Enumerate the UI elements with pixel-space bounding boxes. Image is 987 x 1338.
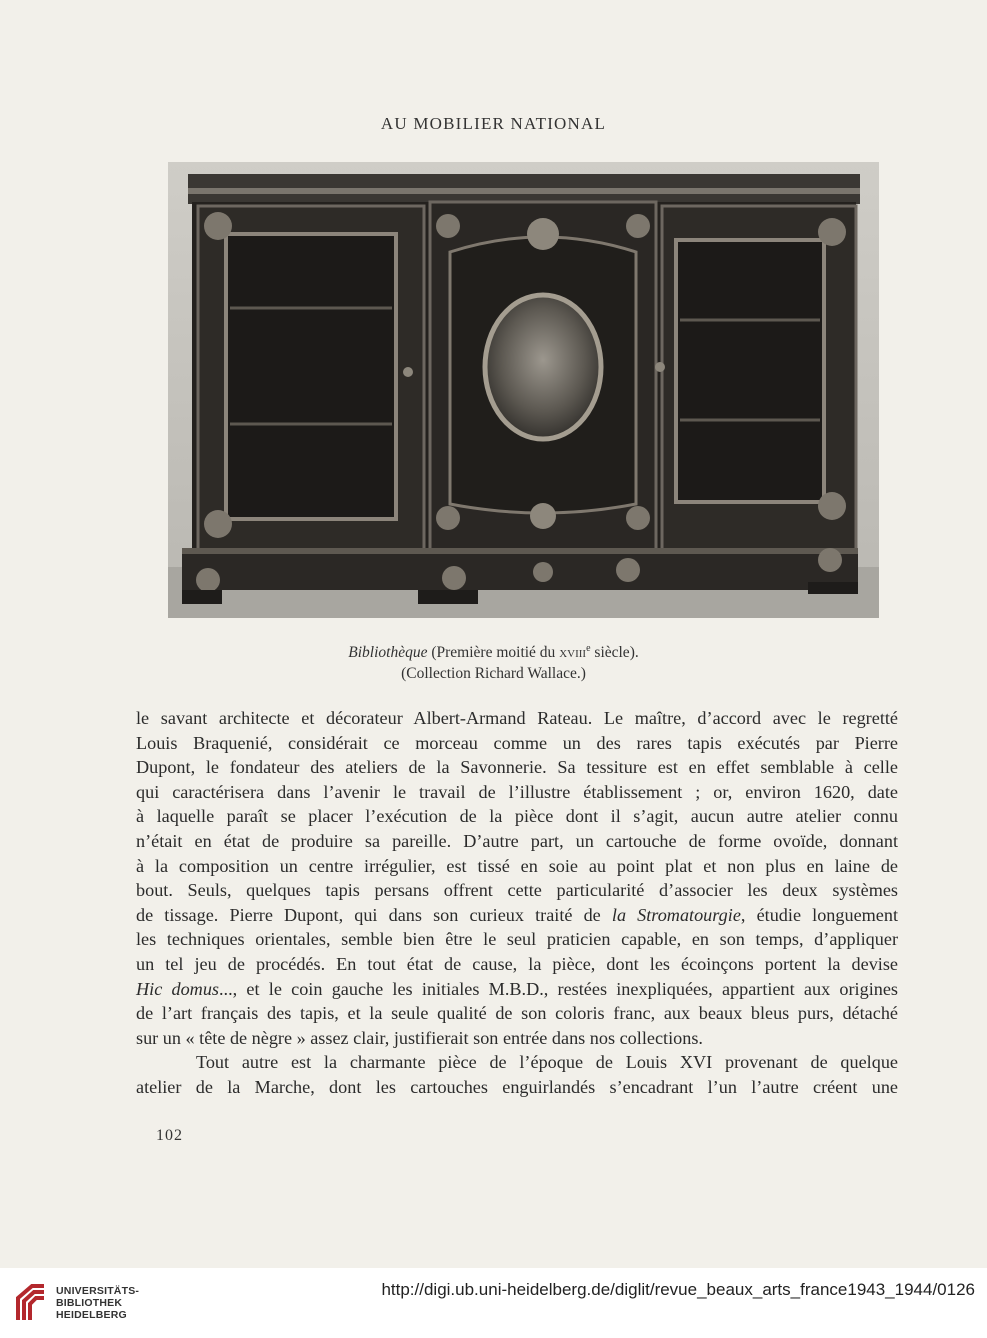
caption-century: xviii: [559, 644, 587, 662]
body-line: Dupont, le fondateur des ateliers de la Savonnerie. Sa tessiture est en effet semblable à celle: [136, 757, 898, 778]
body-text-run: ..., et le coin gauche les initiales M.B.D., restées inexpliquées, appartient aux origines: [219, 978, 898, 999]
body-line: les techniques orientales, semble bien être le seul praticien capable, en son temps, d’appliquer: [136, 929, 898, 950]
body-line: sur un « tête de nègre » assez clair, justifierait son entrée dans nos collections.: [136, 1027, 703, 1048]
body-italic-title: la Stromatourgie: [611, 904, 741, 925]
body-italic-motto: Hic domus: [136, 978, 219, 999]
body-line: [136, 903, 898, 928]
caption-line-1: [0, 638, 987, 663]
body-line: qui caractérisera dans l’avenir le travail de l’illustre établissement ; or, environ 1620, date: [136, 781, 898, 802]
body-text: [136, 706, 898, 1100]
university-library-logo-icon[interactable]: [14, 1282, 48, 1327]
body-text-run: , étudie longuement: [740, 904, 899, 925]
page-number: 102: [156, 1127, 183, 1144]
caption-century-sup: e: [586, 643, 591, 654]
caption-text: (Première moitié du: [427, 644, 560, 662]
body-line: à laquelle paraît se placer l’exécution de la pièce dont il s’agit, aucun autre atelier connu: [136, 806, 898, 827]
institution-line: UNIVERSITÄTS-: [56, 1285, 140, 1297]
body-line: n’était en état de produire sa pareille. D’autre part, un cartouche de forme ovoïde, donnant: [136, 830, 898, 851]
body-line: [136, 977, 898, 1002]
figure-caption: [0, 638, 987, 684]
institution-line: HEIDELBERG: [56, 1309, 127, 1321]
caption-line-2: (Collection Richard Wallace.): [401, 665, 586, 683]
body-line: à la composition un centre irrégulier, est tissé en soie au point plat et non plus en laine de: [136, 855, 898, 876]
body-line: un tel jeu de procédés. En tout état de cause, la pièce, dont les écoinçons portent la devise: [136, 953, 898, 974]
institution-name: [56, 1285, 139, 1321]
body-line: bout. Seuls, quelques tapis persans offrent cette particularité d’associer les deux systèmes: [136, 880, 898, 901]
institution-line: BIBLIOTHEK: [56, 1297, 123, 1309]
body-line: le savant architecte et décorateur Albert-Armand Rateau. Le maître, d’accord avec le regretté: [136, 708, 898, 728]
body-line: Louis Braquenié, considérait ce morceau comme un des rares tapis exécutés par Pierre: [136, 732, 898, 753]
source-url-link[interactable]: http://digi.ub.uni-heidelberg.de/diglit/revue_beaux_arts_france1943_1944/0126: [381, 1280, 975, 1299]
caption-title: Bibliothèque: [348, 644, 428, 662]
body-text-run: de tissage. Pierre Dupont, qui dans son curieux traité de: [136, 904, 612, 925]
body-line: de l’art français des tapis, et la seule qualité de son coloris franc, aux beaux bleus purs, détaché: [136, 1003, 898, 1024]
cabinet-photograph: [168, 162, 879, 618]
body-line: Tout autre est la charmante pièce de l’époque de Louis XVI provenant de quelque: [196, 1052, 898, 1073]
body-line: atelier de la Marche, dont les cartouches enguirlandés s’encadrant l’un l’autre créent une: [136, 1076, 898, 1097]
digitization-footer: [0, 1268, 987, 1338]
caption-text-end: siècle).: [590, 644, 639, 662]
running-head: AU MOBILIER NATIONAL: [380, 114, 607, 133]
